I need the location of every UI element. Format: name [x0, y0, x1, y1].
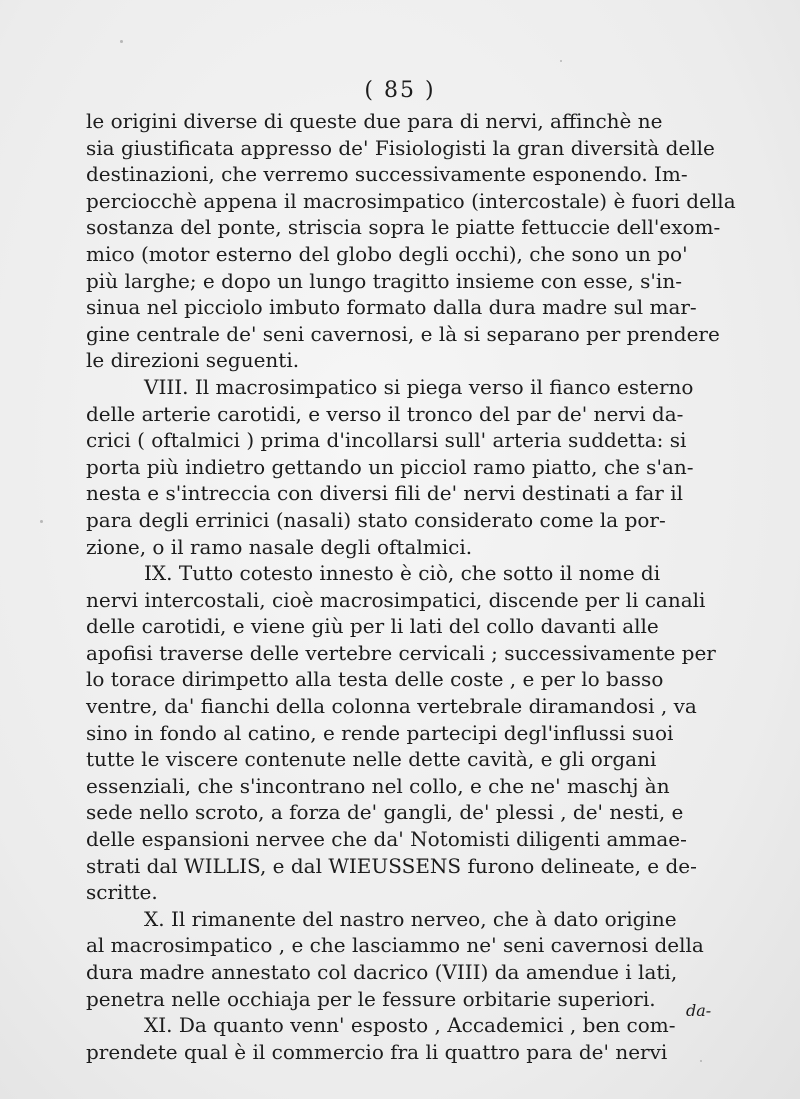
- text-line: para degli errinici (nasali) stato considerato come la por-: [86, 507, 666, 532]
- text-line: tutte le viscere contenute nelle dette cavità, e gli organi: [86, 747, 657, 772]
- text-line: le origini diverse di queste due para di nervi, affinchè ne: [86, 109, 663, 133]
- text-line: le direzioni seguenti.: [86, 348, 300, 373]
- text-line: delle espansioni nervee che da' Notomisti diligenti ammae-: [86, 827, 687, 852]
- text-line: mico (motor esterno del globo degli occhi), che sono un po': [86, 241, 688, 266]
- paper-speck: [40, 520, 43, 523]
- text-line: gine centrale de' seni cavernosi, e là si separano per prendere: [86, 321, 720, 346]
- text-line: sino in fondo al catino, e rende partecipi degl'influssi suoi: [86, 720, 674, 745]
- text-line: lo torace dirimpetto alla testa delle coste , e per lo basso: [86, 667, 664, 692]
- text-line: essenziali, che s'incontrano nel collo, e che ne' maschj àn: [86, 773, 670, 798]
- text-line: dura madre annestato col dacrico (VIII) da amendue i lati,: [86, 960, 678, 984]
- paragraph-start-line: XI. Da quanto venn' esposto , Accademici , ben com-: [144, 1013, 676, 1038]
- text-line: delle arterie carotidi, e verso il tronco del par de' nervi da-: [86, 401, 684, 426]
- text-line: strati dal WILLIS, e dal WIEUSSENS furono delineate, e de-: [86, 853, 697, 878]
- text-line: nesta e s'intreccia con diversi fili de' nervi destinati a far il: [86, 481, 684, 506]
- page-number: ( 85 ): [364, 78, 436, 103]
- text-line: scritte.: [86, 880, 158, 905]
- paragraph-start-line: IX. Tutto cotesto innesto è ciò, che sotto il nome di: [144, 561, 661, 586]
- text-line: sinua nel picciolo imbuto formato dalla dura madre sul mar-: [86, 295, 697, 320]
- text-line: sostanza del ponte, striscia sopra le piatte fettuccie dell'exom-: [86, 215, 721, 240]
- text-line: apofisi traverse delle vertebre cervicali ; successivamente per: [86, 640, 716, 665]
- text-line: ventre, da' fianchi della colonna vertebrale diramandosi , va: [86, 694, 697, 719]
- text-line: porta più indietro gettando un picciol ramo piatto, che s'an-: [86, 454, 694, 479]
- paragraph-start-line: X. Il rimanente del nastro nerveo, che à dato origine: [144, 906, 677, 931]
- text-line: più larghe; e dopo un lungo tragitto insieme con esse, s'in-: [86, 268, 682, 293]
- text-line: destinazioni, che verremo successivamente esponendo. Im-: [86, 162, 688, 187]
- catchword: da-: [686, 1001, 712, 1020]
- text-line: sede nello scroto, a forza de' gangli, de' plessi , de' nesti, e: [86, 800, 684, 825]
- paper-speck: [700, 1060, 702, 1062]
- text-line: penetra nelle occhiaja per le fessure orbitarie superiori.: [86, 986, 656, 1011]
- text-line: delle carotidi, e viene giù per li lati del collo davanti alle: [86, 614, 659, 639]
- text-line: prendete qual è il commercio fra li quattro para de' nervi: [86, 1039, 668, 1064]
- text-line: perciocchè appena il macrosimpatico (intercostale) è fuori della: [86, 188, 736, 213]
- paper-speck: [560, 60, 562, 62]
- text-line: crici ( oftalmici ) prima d'incollarsi sull' arteria suddetta: si: [86, 428, 687, 453]
- paper-speck: [120, 40, 123, 43]
- text-line: al macrosimpatico , e che lasciammo ne' seni cavernosi della: [86, 933, 704, 958]
- text-line: zione, o il ramo nasale degli oftalmici.: [86, 534, 473, 559]
- text-line: sia giustificata appresso de' Fisiologisti la gran diversità delle: [86, 135, 715, 160]
- body-text: [86, 108, 768, 1065]
- text-line: nervi intercostali, cioè macrosimpatici, discende per li canali: [86, 587, 706, 612]
- paragraph-start-line: VIII. Il macrosimpatico si piega verso il fianco esterno: [144, 374, 694, 399]
